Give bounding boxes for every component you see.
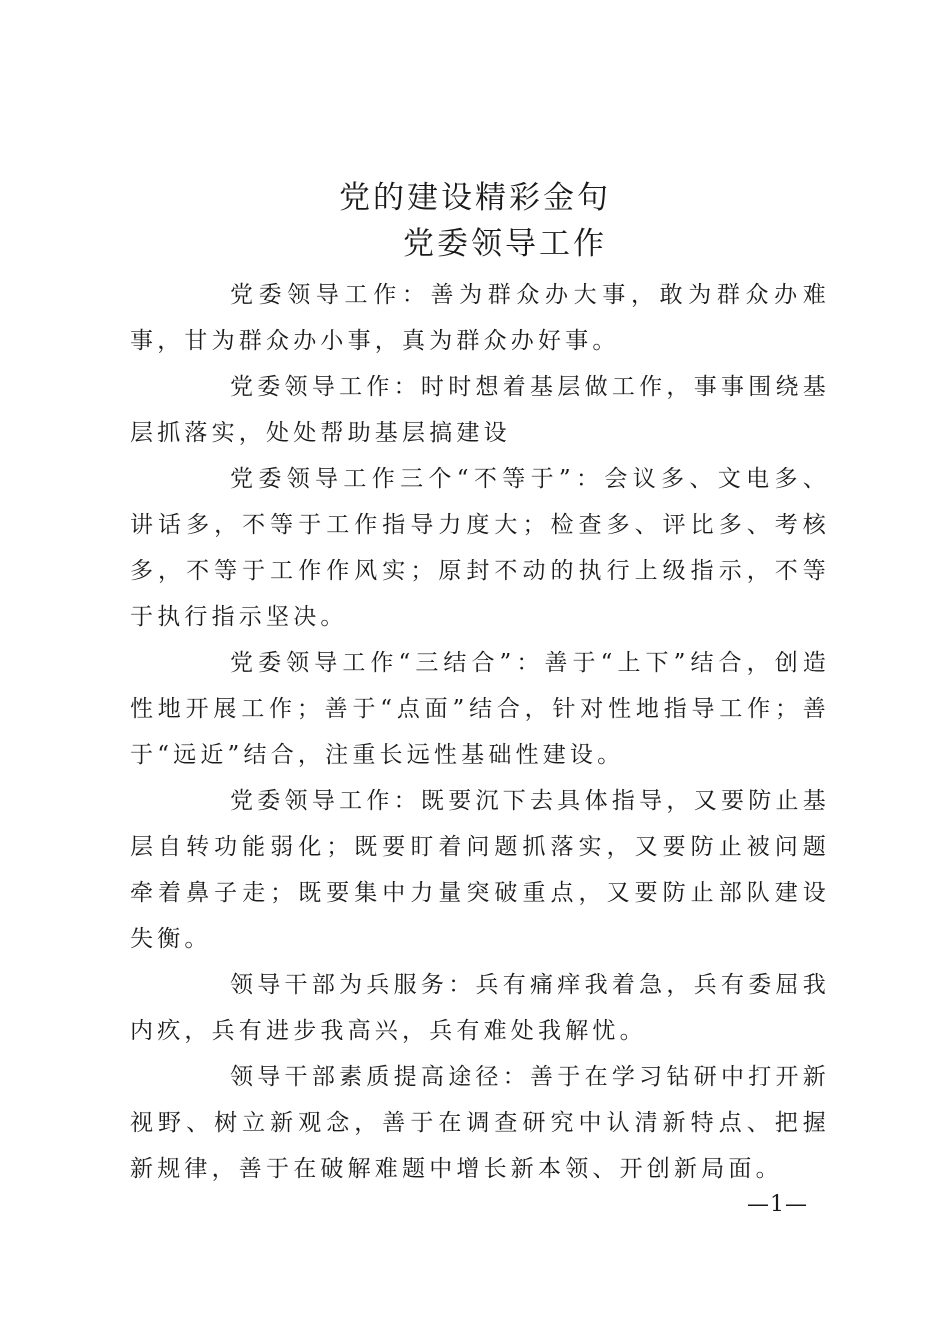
paragraph: 党委领导工作：善为群众办大事，敢为群众办难事，甘为群众办小事，真为群众办好事。 [130,282,830,354]
paragraph: 领导干部为兵服务：兵有痛痒我着急，兵有委屈我内疚，兵有进步我高兴，兵有难处我解忧。 [130,972,830,1044]
page-number: —1— [747,1192,808,1217]
document-body [130,272,830,1192]
paragraph: 党委领导工作三个“不等于”：会议多、文电多、讲话多，不等于工作指导力度大；检查多、评比多、考核多，不等于工作作风实；原封不动的执行上级指示，不等于执行指示坚决。 [130,466,830,630]
document-title: 党的建设精彩金句 [339,180,611,216]
paragraph: 党委领导工作：既要沉下去具体指导，又要防止基层自转功能弱化；既要盯着问题抓落实，又要防止被问题牵着鼻子走；既要集中力量突破重点，又要防止部队建设失衡。 [130,788,830,952]
paragraph: 领导干部素质提高途径：善于在学习钻研中打开新视野、树立新观念，善于在调查研究中认清新特点、把握新规律，善于在破解难题中增长新本领、开创新局面。 [130,1064,830,1182]
document-subtitle: 党委领导工作 [403,226,607,262]
paragraph: 党委领导工作“三结合”：善于“上下”结合，创造性地开展工作；善于“点面”结合，针对性地指导工作；善于“远近”结合，注重长远性基础性建设。 [130,650,830,768]
paragraph: 党委领导工作：时时想着基层做工作，事事围绕基层抓落实，处处帮助基层搞建设 [130,374,830,446]
